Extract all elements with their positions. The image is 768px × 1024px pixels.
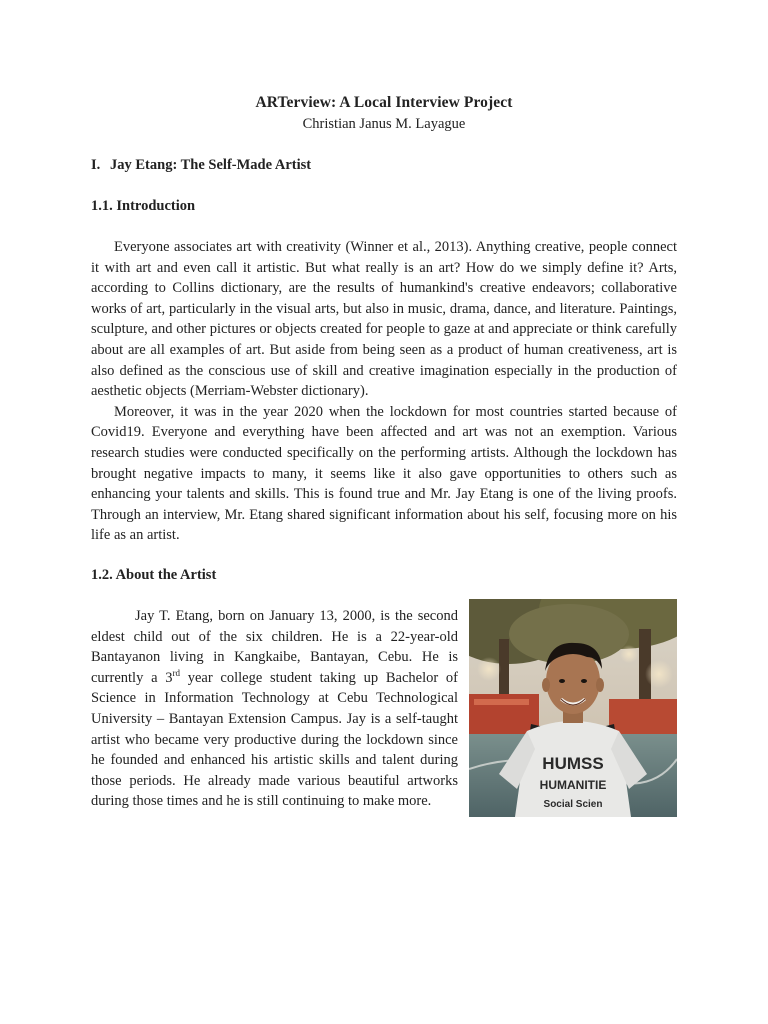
about-paragraph: [91, 606, 458, 812]
shirt-text: HUMSS: [542, 754, 604, 773]
intro-body: [91, 237, 677, 546]
intro-paragraph: Everyone associates art with creativity (Winner et al., 2013). Anything creative, people connect it with art and even call it artistic. But what really is an art? How do we simply define it? Arts, according to Collins dictionary, are the results of humankind's creative endeavors; collaborative works of art, particularly in the visual arts, but also in music, drama, dance, and literature. Paintings, sculpture, and other pictures or objects created for people to gaze at and appreciate or think carefully about are all examples of art. But aside from being seen as a product of human creativeness, art is also defined as the conscious use of skill and creative imagination especially in the production of aesthetic objects (Merriam-Webster dictionary).: [91, 239, 677, 400]
section-number: I.: [91, 157, 101, 173]
document-title: ARTerview: A Local Interview Project: [255, 94, 513, 111]
intro-paragraph: Moreover, it was in the year 2020 when the lockdown for most countries started because of Covid19. Everyone and everything have been affected and art was not an exemption. Various research studies were conducted specifically on the performing artists. Although the lockdown has brought negative impacts to many, it seems like it also gave opportunities to others such as enhancing your talents and skills. This is found true and Mr. Jay Etang is one of the living proofs. Through an interview, Mr. Etang shared significant information about his self, focusing more on his life as an artist.: [91, 403, 677, 544]
shirt-text: HUMANITIE: [539, 778, 607, 792]
shirt-text: Social Scien: [543, 799, 603, 810]
artist-photo: [469, 599, 677, 817]
ordinal-superscript: rd: [172, 667, 180, 678]
about-text-start: Jay T. Etang, born on January 13, 2000, is the second eldest child out of the six children. He is a 22-year-old Bantayanon living in Kangkaibe, Bantayan, Cebu. He is currently a 3: [91, 608, 458, 686]
about-body: [91, 606, 458, 812]
section-title: Jay Etang: The Self-Made Artist: [110, 157, 312, 173]
about-text-end: year college student taking up Bachelor of Science in Information Technology at Cebu Technological University – Bantayan Extension Campus. Jay is a self-taught artist who became very productive during the lockdown since he founded and enhanced his artistic skills and talent during those periods. He already made various beautiful artworks during those times and he is still continuing to make more.: [91, 669, 458, 810]
intro-heading: 1.1. Introduction: [91, 198, 196, 214]
document-author: Christian Janus M. Layague: [302, 116, 466, 132]
section-heading: [91, 157, 311, 174]
about-heading: 1.2. About the Artist: [91, 567, 217, 583]
